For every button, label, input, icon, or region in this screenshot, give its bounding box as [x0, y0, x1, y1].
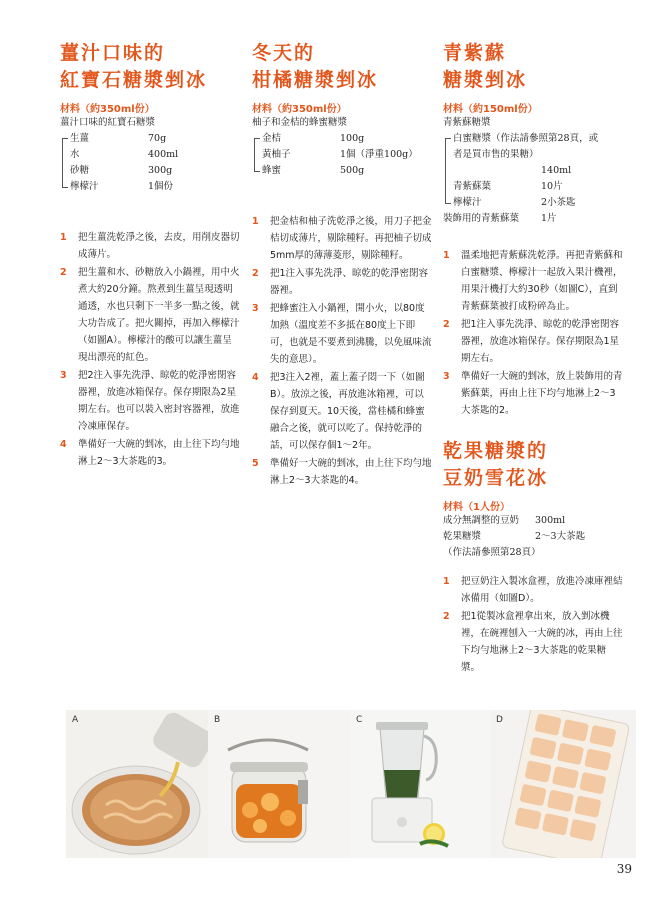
ingredients-subtitle: 青紫蘇糖漿 — [443, 117, 491, 128]
citrus-jar-illustration — [208, 710, 354, 858]
recipe-title: 乾果糖漿的 豆奶雪花冰 — [443, 440, 549, 489]
ice-tray-illustration — [490, 710, 636, 858]
blender-illustration — [350, 710, 496, 858]
step-item: 3 把2注入事先洗淨、晾乾的乾淨密閉容器裡，放進冰箱保存。保存期限為2星期左右。也可以裝入密封容器裡，放進冷凍庫保存。 — [60, 370, 240, 432]
photo-label: D — [496, 715, 503, 725]
ingredient-row: 檸檬汁 1個份 — [70, 181, 174, 192]
recipe-winter-citrus-syrup — [252, 40, 432, 490]
ingredient-row: 白蜜糖漿（作法請參照第28頁，或者是買市售的果糖） 140ml — [453, 133, 599, 176]
materials-heading: 材料（約150ml份） — [443, 104, 538, 115]
ingredient-row: 黃柚子 1個（淨重100g） — [262, 149, 418, 160]
bracket-decoration — [62, 138, 68, 188]
bracket-decoration — [254, 138, 260, 172]
step-item: 5 準備好一大碗的剉冰，由上往下均勻地淋上2～3大茶匙的4。 — [252, 458, 432, 486]
ingredient-row: 蜂蜜 500g — [262, 165, 365, 176]
step-item: 2 把生薑和水、砂糖放入小鍋裡，用中火煮大約20分鐘。熬煮到生薑呈現透明通透，水也只剩下一半多一點之後，就大功告成了。把火關掉，再加入檸檬汁（如圖A）。檸檬汁的酸可以讓生薑呈現出漂亮的紅色。 — [60, 267, 240, 363]
ingredient-list — [62, 131, 240, 195]
photo-b-citrus-jar — [208, 710, 354, 858]
materials-heading: 材料（約350ml份） — [252, 104, 347, 115]
garnish-row: 裝飾用的青紫蘇葉 1片 — [443, 213, 557, 224]
step-item: 1 把豆奶注入製冰盒裡，放進冷凍庫裡結冰備用（如圖D）。 — [443, 576, 623, 604]
ingredients-subtitle: 柚子和金桔的蜂蜜糖漿 — [252, 117, 348, 128]
ingredient-row: 生薑 70g — [70, 133, 167, 144]
ingredient-list — [443, 513, 623, 561]
ingredient-row: 檸檬汁 2小茶匙 — [453, 197, 576, 208]
step-item: 1 把金桔和柚子洗乾淨之後，用刀子把金桔切成薄片，剔除種籽。再把柚子切成5mm厚的薄薄菱形，剔除種籽。 — [252, 216, 432, 261]
step-item: 2 把1注入事先洗淨、晾乾的乾淨密閉容器裡，放進冰箱保存。保存期限為1星期左右。 — [443, 319, 620, 364]
ingredient-row: 青紫蘇葉 10片 — [453, 181, 563, 192]
step-item: 2 把1從製冰盒裡拿出來，放入剉冰機裡，在碗裡刨入一大碗的冰，再由上往下均勻地淋上2～3大茶匙的乾果糖漿。 — [443, 611, 623, 673]
recipe-title: 冬天的 柑橘糖漿剉冰 — [252, 42, 379, 91]
step-item: 2 把1注入事先洗淨、晾乾的乾淨密閉容器裡。 — [252, 268, 429, 296]
materials-heading: 材料（1人份） — [443, 502, 510, 513]
ingredient-list — [445, 131, 623, 211]
ingredients-subtitle: 薑汁口味的紅寶石糖漿 — [60, 117, 156, 128]
recipe-shiso-syrup — [443, 40, 623, 420]
page-number: 39 — [616, 862, 632, 876]
recipe-dried-fruit-soymilk-ice — [443, 438, 623, 677]
photo-label: A — [72, 715, 79, 725]
ingredient-row: 金桔 100g — [262, 133, 365, 144]
steps-list — [252, 213, 432, 489]
photo-d-ice-tray — [490, 710, 636, 858]
step-item: 1 把生薑洗乾淨之後，去皮，用削皮器切成薄片。 — [60, 232, 240, 260]
steps-list — [443, 573, 623, 676]
step-item: 1 溫柔地把青紫蘇洗乾淨。再把青紫蘇和白蜜糖漿、檸檬汁一起放入果汁機裡，用果汁機打大約30秒（如圖C），直到青紫蘇葉被打成粉碎為止。 — [443, 250, 623, 312]
step-item: 3 準備好一大碗的剉冰，放上裝飾用的青紫蘇葉，再由上往下均勻地淋上2～3大茶匙的2。 — [443, 371, 623, 416]
photo-label: C — [356, 715, 363, 725]
photo-c-blender — [350, 710, 496, 858]
ingredient-note: （作法請參照第28頁） — [443, 547, 541, 558]
photo-a-ginger-pot — [66, 710, 212, 858]
ingredient-row: 水 400ml — [70, 149, 179, 160]
ginger-pot-illustration — [66, 710, 212, 858]
step-item: 4 準備好一大碗的剉冰，由上往下均勻地淋上2～3大茶匙的3。 — [60, 439, 240, 467]
recipe-ginger-ruby-syrup — [60, 40, 240, 471]
ingredient-row: 砂糖 300g — [70, 165, 173, 176]
recipe-title: 青紫蘇 糖漿剉冰 — [443, 42, 528, 91]
ingredient-row: 成分無調整的豆奶 300ml — [443, 515, 566, 526]
bracket-decoration — [445, 138, 451, 204]
photo-label: B — [214, 715, 221, 725]
steps-list — [443, 247, 623, 419]
ingredient-row: 乾果糖漿 2～3大茶匙 — [443, 531, 586, 542]
recipe-title: 薑汁口味的 紅寶石糖漿剉冰 — [60, 42, 208, 91]
ingredient-list — [254, 131, 432, 179]
step-item: 3 把蜂蜜注入小鍋裡，開小火，以80度加熱（溫度差不多抵在80度上下即可，也就是不要煮到沸騰，以免風味流失的意思）。 — [252, 303, 432, 365]
step-item: 4 把3注入2裡，蓋上蓋子悶一下（如圖B）。放涼之後，再放進冰箱裡，可以保存到夏天。10天後，當桂橘和蜂蜜融合之後，就可以吃了。保持乾淨的話，可以保存個1～2年。 — [252, 372, 425, 451]
materials-heading: 材料（約350ml份） — [60, 104, 155, 115]
steps-list — [60, 229, 240, 470]
